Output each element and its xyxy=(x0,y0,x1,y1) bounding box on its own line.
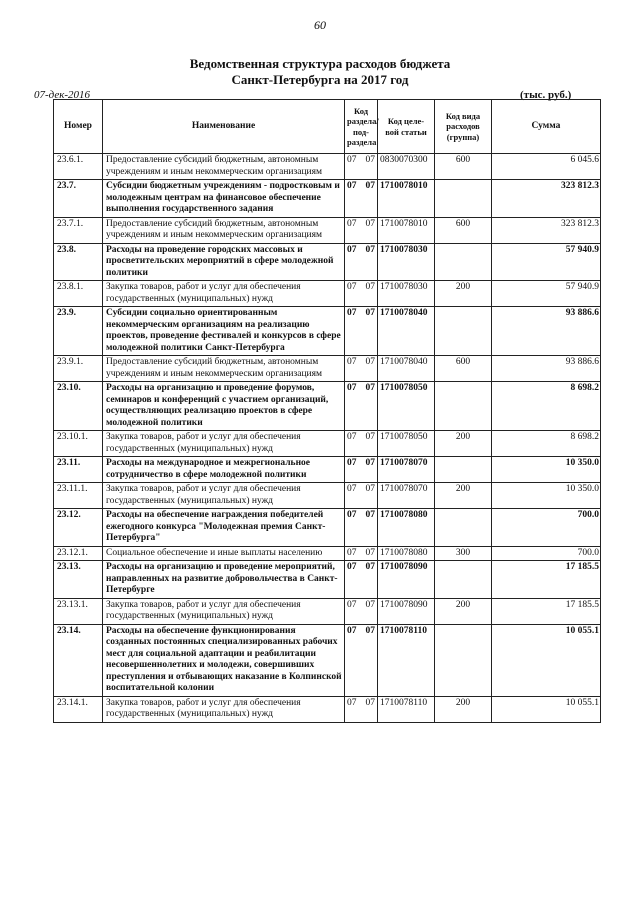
row-name: Социальное обеспечение и иные выплаты населению xyxy=(103,546,345,561)
row-amount: 8 698.2 xyxy=(492,431,601,457)
row-name: Расходы на организацию и проведение мероприятий, направленных на развитие добровольчества в Санкт-Петербурге xyxy=(103,561,345,599)
title-line-2: Санкт-Петербурга на 2017 год xyxy=(231,72,409,87)
section-code: 07 xyxy=(347,244,357,255)
row-expense-type xyxy=(435,457,492,483)
row-amount: 17 185.5 xyxy=(492,598,601,624)
subsection-code: 07 xyxy=(365,562,375,572)
section-code: 07 xyxy=(347,282,357,292)
row-section-code xyxy=(345,561,378,599)
section-code: 07 xyxy=(347,697,357,708)
row-number: 23.8. xyxy=(54,243,103,281)
row-article-code: 1710078070 xyxy=(378,457,435,483)
row-article-code: 1710078040 xyxy=(378,356,435,382)
header-name: Наименование xyxy=(103,100,345,154)
subsection-code: 07 xyxy=(365,599,375,610)
row-article-code: 1710078010 xyxy=(378,217,435,243)
section-code: 07 xyxy=(347,599,357,610)
subsection-code: 07 xyxy=(365,625,375,636)
row-name: Субсидии социально ориентированным некоммерческим организациям на реализацию проектов, проведение фестивалей и конкурсов в сфере молодежной политики Санкт-Петербурга xyxy=(103,307,345,356)
table-row xyxy=(54,307,601,356)
row-number: 23.7. xyxy=(54,180,103,218)
row-section-code xyxy=(345,281,378,307)
row-number: 23.12. xyxy=(54,509,103,547)
row-number: 23.9.1. xyxy=(54,356,103,382)
row-expense-type: 200 xyxy=(435,281,492,307)
row-section-code xyxy=(345,243,378,281)
row-amount: 57 940.9 xyxy=(492,243,601,281)
row-article-code: 1710078040 xyxy=(378,307,435,356)
row-number: 23.9. xyxy=(54,307,103,356)
row-number: 23.11. xyxy=(54,457,103,483)
section-code: 07 xyxy=(347,181,357,191)
subsection-code: 07 xyxy=(365,547,375,558)
row-expense-type: 200 xyxy=(435,431,492,457)
table-row xyxy=(54,624,601,696)
row-section-code xyxy=(345,431,378,457)
document-date: 07-дек-2016 xyxy=(34,89,91,101)
row-amount: 57 940.9 xyxy=(492,281,601,307)
row-name: Расходы на проведение городских массовых и просветительских мероприятий в сфере молодежной политики xyxy=(103,243,345,281)
row-name: Предоставление субсидий бюджетным, автономным учреждениям и иным некоммерческим организациям xyxy=(103,356,345,382)
section-code: 07 xyxy=(347,383,357,393)
table-row xyxy=(54,457,601,483)
subsection-code: 07 xyxy=(365,308,375,318)
table-row xyxy=(54,483,601,509)
row-expense-type xyxy=(435,243,492,281)
row-section-code xyxy=(345,217,378,243)
row-amount: 323 812.3 xyxy=(492,217,601,243)
subsection-code: 07 xyxy=(365,282,375,292)
row-article-code: 1710078010 xyxy=(378,180,435,218)
header-number: Номер xyxy=(54,100,103,154)
table-row xyxy=(54,431,601,457)
section-code: 07 xyxy=(347,218,357,229)
row-name: Расходы на организацию и проведение форумов, семинаров и конференций с участием организаций, осуществляющих реализацию проектов в сфере молодежной политики xyxy=(103,382,345,431)
section-code: 07 xyxy=(347,155,357,165)
table-row xyxy=(54,546,601,561)
section-code: 07 xyxy=(347,357,357,367)
row-section-code xyxy=(345,598,378,624)
row-name: Предоставление субсидий бюджетным, автономным учреждениям и иным некоммерческим организациям xyxy=(103,217,345,243)
row-name: Расходы на обеспечение функционирования созданных постоянных специализированных рабочих мест для социальной адаптации и реабилитации несовершеннолетних и молодежи, совершивших преступления и отбывающих наказание в Колпинской воспитательной колонии xyxy=(103,624,345,696)
budget-table xyxy=(53,99,601,723)
header-amount: Сумма xyxy=(492,100,601,154)
row-number: 23.10.1. xyxy=(54,431,103,457)
row-number: 23.14.1. xyxy=(54,696,103,722)
row-expense-type xyxy=(435,561,492,599)
row-amount: 700.0 xyxy=(492,546,601,561)
row-expense-type: 600 xyxy=(435,154,492,180)
row-number: 23.14. xyxy=(54,624,103,696)
row-article-code: 1710078080 xyxy=(378,546,435,561)
row-amount: 6 045.6 xyxy=(492,154,601,180)
subsection-code: 07 xyxy=(365,697,375,708)
header-section: Код раздела/ под- раздела xyxy=(345,100,378,154)
row-name: Закупка товаров, работ и услуг для обеспечения государственных (муниципальных) нужд xyxy=(103,696,345,722)
row-section-code xyxy=(345,382,378,431)
row-name: Закупка товаров, работ и услуг для обеспечения государственных (муниципальных) нужд xyxy=(103,598,345,624)
row-section-code xyxy=(345,483,378,509)
row-amount: 17 185.5 xyxy=(492,561,601,599)
row-article-code: 1710078030 xyxy=(378,281,435,307)
row-article-code: 1710078080 xyxy=(378,509,435,547)
table-row xyxy=(54,217,601,243)
row-name: Расходы на международное и межрегиональное сотрудничество в сфере молодежной политики xyxy=(103,457,345,483)
table-row xyxy=(54,180,601,218)
subsection-code: 07 xyxy=(365,155,375,165)
subsection-code: 07 xyxy=(365,181,375,191)
table-row xyxy=(54,281,601,307)
row-amount: 8 698.2 xyxy=(492,382,601,431)
row-number: 23.13.1. xyxy=(54,598,103,624)
subsection-code: 07 xyxy=(365,484,375,494)
row-article-code: 1710078110 xyxy=(378,624,435,696)
section-code: 07 xyxy=(347,458,357,468)
row-article-code: 0830070300 xyxy=(378,154,435,180)
section-code: 07 xyxy=(347,562,357,572)
document-title xyxy=(0,56,640,88)
table-row xyxy=(54,243,601,281)
row-amount: 10 350.0 xyxy=(492,457,601,483)
subsection-code: 07 xyxy=(365,383,375,393)
row-name: Расходы на обеспечение награждения победителей ежегодного конкурса "Молодежная премия Санкт-Петербурга" xyxy=(103,509,345,547)
row-article-code: 1710078090 xyxy=(378,561,435,599)
row-name: Закупка товаров, работ и услуг для обеспечения государственных (муниципальных) нужд xyxy=(103,431,345,457)
row-section-code xyxy=(345,356,378,382)
table-row xyxy=(54,154,601,180)
row-expense-type xyxy=(435,307,492,356)
row-section-code xyxy=(345,624,378,696)
row-amount: 700.0 xyxy=(492,509,601,547)
row-expense-type xyxy=(435,382,492,431)
row-number: 23.7.1. xyxy=(54,217,103,243)
section-code: 07 xyxy=(347,484,357,494)
row-expense-type xyxy=(435,624,492,696)
page-number: 60 xyxy=(314,18,326,32)
row-article-code: 1710078090 xyxy=(378,598,435,624)
title-line-1: Ведомственная структура расходов бюджета xyxy=(189,56,451,71)
row-article-code: 1710078110 xyxy=(378,696,435,722)
row-expense-type: 200 xyxy=(435,483,492,509)
row-amount: 93 886.6 xyxy=(492,307,601,356)
table-row xyxy=(54,598,601,624)
table-row xyxy=(54,356,601,382)
row-expense-type: 200 xyxy=(435,598,492,624)
section-code: 07 xyxy=(347,547,357,558)
row-name: Закупка товаров, работ и услуг для обеспечения государственных (муниципальных) нужд xyxy=(103,483,345,509)
row-number: 23.12.1. xyxy=(54,546,103,561)
row-article-code: 1710078050 xyxy=(378,431,435,457)
header-expense-type: Код вида расходов (группа) xyxy=(435,100,492,154)
table-row xyxy=(54,509,601,547)
row-name: Субсидии бюджетным учреждениям - подростковым и молодежным центрам на финансовое обеспечение выполнения государственного задания xyxy=(103,180,345,218)
row-number: 23.6.1. xyxy=(54,154,103,180)
row-number: 23.8.1. xyxy=(54,281,103,307)
table-row xyxy=(54,382,601,431)
subsection-code: 07 xyxy=(365,510,375,520)
row-name: Предоставление субсидий бюджетным, автономным учреждениям и иным некоммерческим организациям xyxy=(103,154,345,180)
row-number: 23.13. xyxy=(54,561,103,599)
row-section-code xyxy=(345,546,378,561)
row-expense-type: 300 xyxy=(435,546,492,561)
row-expense-type: 200 xyxy=(435,696,492,722)
row-article-code: 1710078050 xyxy=(378,382,435,431)
row-amount: 323 812.3 xyxy=(492,180,601,218)
row-expense-type: 600 xyxy=(435,356,492,382)
row-article-code: 1710078070 xyxy=(378,483,435,509)
row-section-code xyxy=(345,696,378,722)
row-number: 23.10. xyxy=(54,382,103,431)
section-code: 07 xyxy=(347,510,357,520)
subsection-code: 07 xyxy=(365,357,375,367)
section-code: 07 xyxy=(347,625,357,636)
row-section-code xyxy=(345,457,378,483)
subsection-code: 07 xyxy=(365,244,375,255)
row-article-code: 1710078030 xyxy=(378,243,435,281)
table-row xyxy=(54,696,601,722)
row-amount: 10 350.0 xyxy=(492,483,601,509)
section-code: 07 xyxy=(347,308,357,318)
subsection-code: 07 xyxy=(365,218,375,229)
row-name: Закупка товаров, работ и услуг для обеспечения государственных (муниципальных) нужд xyxy=(103,281,345,307)
row-expense-type xyxy=(435,180,492,218)
section-code: 07 xyxy=(347,432,357,442)
row-amount: 10 055.1 xyxy=(492,696,601,722)
row-section-code xyxy=(345,180,378,218)
row-section-code xyxy=(345,307,378,356)
header-article: Код целе- вой статьи xyxy=(378,100,435,154)
row-section-code xyxy=(345,509,378,547)
row-expense-type: 600 xyxy=(435,217,492,243)
subsection-code: 07 xyxy=(365,458,375,468)
row-expense-type xyxy=(435,509,492,547)
units-label: (тыс. руб.) xyxy=(520,89,572,101)
row-amount: 10 055.1 xyxy=(492,624,601,696)
row-number: 23.11.1. xyxy=(54,483,103,509)
subsection-code: 07 xyxy=(365,432,375,442)
table-row xyxy=(54,561,601,599)
row-section-code xyxy=(345,154,378,180)
table-body xyxy=(54,154,601,723)
row-amount: 93 886.6 xyxy=(492,356,601,382)
